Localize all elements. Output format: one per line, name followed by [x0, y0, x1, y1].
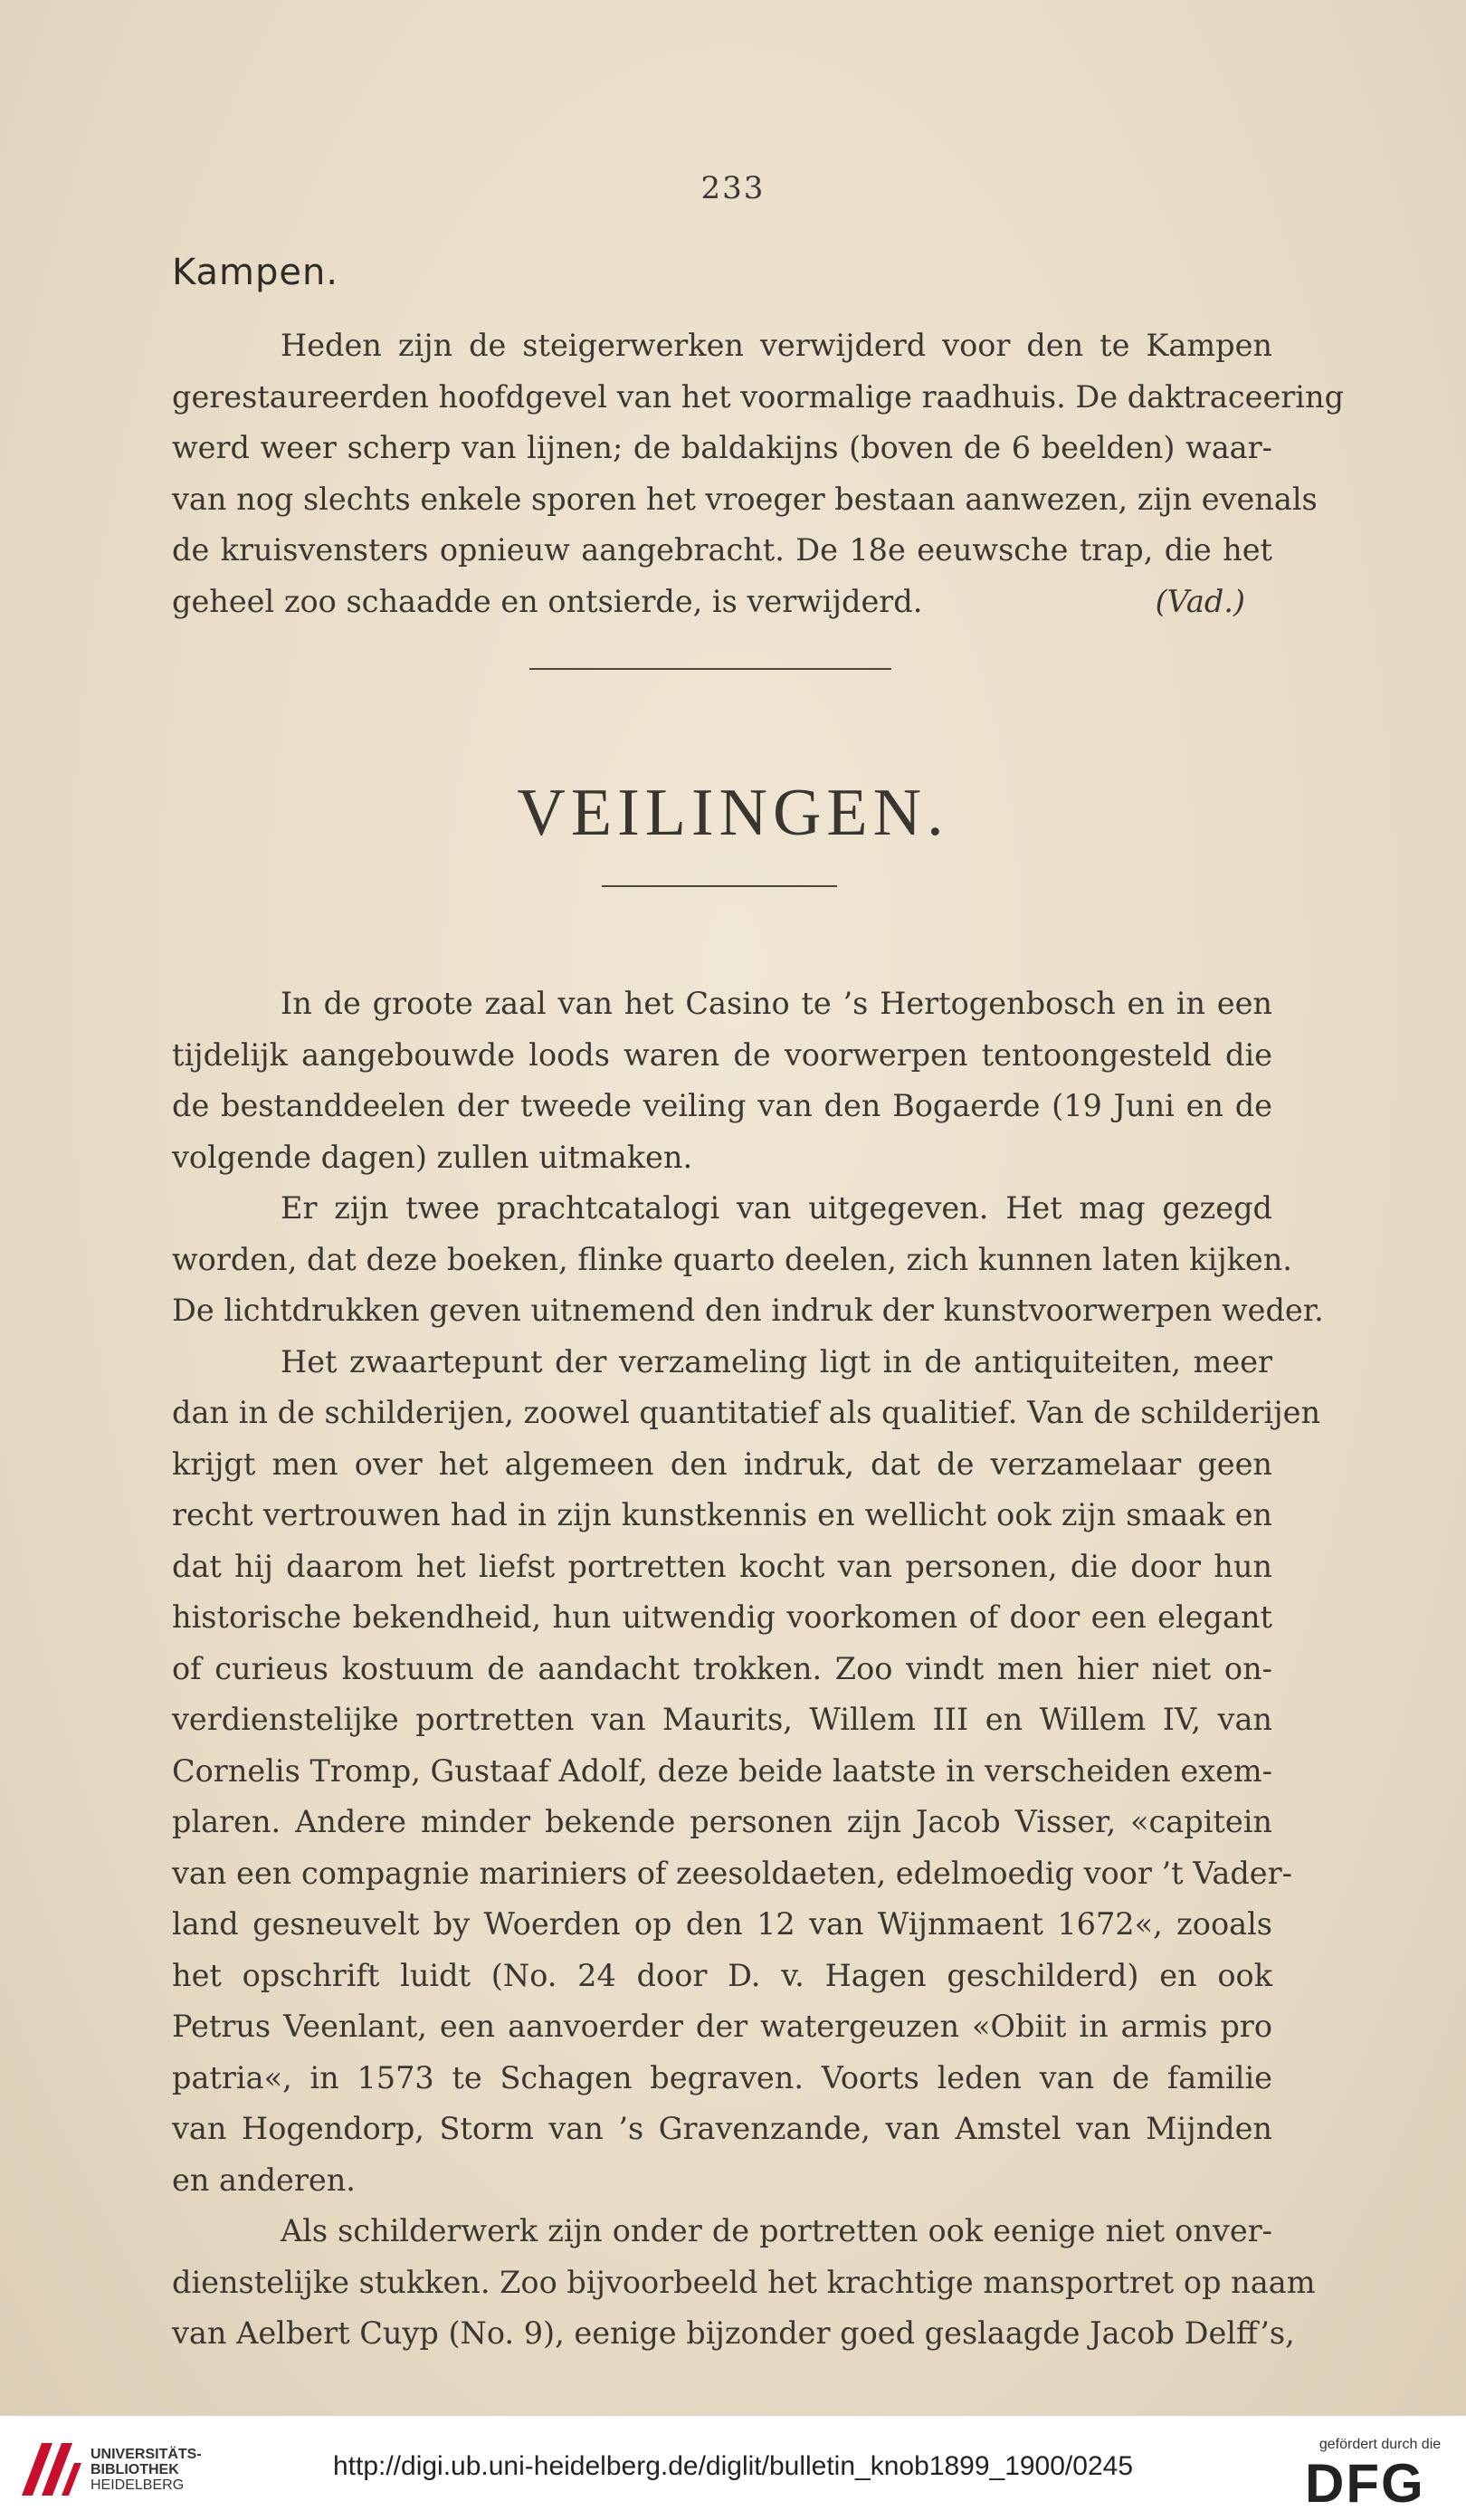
- text-line: Heden zijn de steigerwerken verwijderd voor den te Kampen: [281, 328, 1272, 363]
- source-citation: (Vad.): [1155, 583, 1245, 619]
- text-line: geheel zoo schaadde en ontsierde, is verwijderd.: [172, 583, 923, 619]
- text-line: Als schilderwerk zijn onder de portretten ook eenige niet onver-: [281, 2213, 1272, 2248]
- text-line: van Aelbert Cuyp (No. 9), eenige bijzonder goed geslaagde Jacob Delff’s,: [172, 2315, 1295, 2351]
- text-line: de kruisvensters opnieuw aangebracht. De 18e eeuwsche trap, die het: [172, 532, 1272, 568]
- text-line: In de groote zaal van het Casino te ’s Hertogenbosch en in een: [281, 986, 1272, 1021]
- text-line: gerestaureerden hoofdgevel van het voormalige raadhuis. De daktraceering: [172, 378, 1345, 415]
- divider-rule: [602, 885, 837, 887]
- text-line-last: [172, 577, 1272, 628]
- veilingen-body: [172, 978, 1324, 2360]
- section-heading-veilingen: VEILINGEN.: [517, 776, 949, 850]
- text-line: volgende dagen) zullen uitmaken.: [172, 1139, 693, 1175]
- funding-label: gefördert durch die: [1318, 2437, 1442, 2452]
- text-line: werd weer scherp van lijnen; de baldakijns (boven de 6 beelden) waar-: [172, 430, 1272, 465]
- kampen-paragraph: [172, 320, 1345, 627]
- text-line: Cornelis Tromp, Gustaaf Adolf, deze beide laatste in verscheiden exem-: [172, 1752, 1272, 1789]
- text-line: De lichtdrukken geven uitnemend den indruk der kunstvoorwerpen weder.: [172, 1293, 1324, 1328]
- text-line: van nog slechts enkele sporen het vroeger bestaan aanwezen, zijn evenals: [172, 481, 1318, 517]
- text-line: of curieus kostuum de aandacht trokken. Zoo vindt men hier niet on-: [172, 1650, 1272, 1686]
- section-heading-kampen: Kampen.: [172, 252, 339, 293]
- text-line: patria«, in 1573 te Schagen begraven. Voorts leden van de familie: [172, 2059, 1272, 2095]
- text-line: land gesneuvelt by Woerden op den 12 van Wijnmaent 1672«, zooals: [172, 1906, 1272, 1942]
- dfg-logo-icon: DFG: [1305, 2453, 1425, 2514]
- text-line: Het zwaartepunt der verzameling ligt in de antiquiteiten, meer: [281, 1343, 1272, 1379]
- text-line: historische bekendheid, hun uitwendig voorkomen of door een elegant: [172, 1599, 1272, 1635]
- text-line: verdienstelijke portretten van Maurits, Willem III en Willem IV, van: [172, 1702, 1272, 1737]
- text-line: en anderen.: [172, 2162, 356, 2198]
- text-line: van een compagnie mariniers of zeesoldaeten, edelmoedig voor ’t Vader-: [172, 1855, 1292, 1891]
- text-line: van Hogendorp, Storm van ’s Gravenzande, van Amstel van Mijnden: [172, 2111, 1272, 2146]
- permalink-url[interactable]: http://digi.ub.uni-heidelberg.de/diglit/bulletin_knob1899_1900/0245: [332, 2451, 1134, 2481]
- text-line: het opschrift luidt (No. 24 door D. v. Hagen geschilderd) en ook: [172, 1957, 1272, 1993]
- text-line: tijdelijk aangebouwde loods waren de voorwerpen tentoongesteld die: [172, 1036, 1272, 1073]
- text-line: worden, dat deze boeken, flinke quarto deelen, zich kunnen laten kijken.: [172, 1241, 1292, 1277]
- text-line: recht vertrouwen had in zijn kunstkennis en wellicht ook zijn smaak en: [172, 1497, 1272, 1532]
- text-line: de bestanddeelen der tweede veiling van den Bogaerde (19 Juni en de: [172, 1088, 1272, 1123]
- institution-line: UNIVERSITÄTS-: [90, 2447, 202, 2462]
- text-line: Er zijn twee prachtcatalogi van uitgegeven. Het mag gezegd: [281, 1190, 1272, 1226]
- text-line: plaren. Andere minder bekende personen zijn Jacob Visser, «capitein: [172, 1804, 1272, 1839]
- institution-line: HEIDELBERG: [90, 2477, 185, 2493]
- text-line: dan in de schilderijen, zoowel quantitatief als qualitief. Van de schilderijen: [172, 1395, 1321, 1430]
- text-line: dienstelijke stukken. Zoo bijvoorbeeld het krachtige mansportret op naam: [172, 2264, 1316, 2300]
- page-number: 233: [700, 170, 766, 206]
- text-line: krijgt men over het algemeen den indruk, dat de verzamelaar geen: [172, 1446, 1272, 1482]
- institution-line: BIBLIOTHEK: [90, 2462, 179, 2477]
- divider-rule: [529, 668, 891, 670]
- text-line: Petrus Veenlant, een aanvoerder der watergeuzen «Obiit in armis pro: [172, 2009, 1272, 2044]
- text-line: dat hij daarom het liefst portretten kocht van personen, die door hun: [172, 1548, 1272, 1584]
